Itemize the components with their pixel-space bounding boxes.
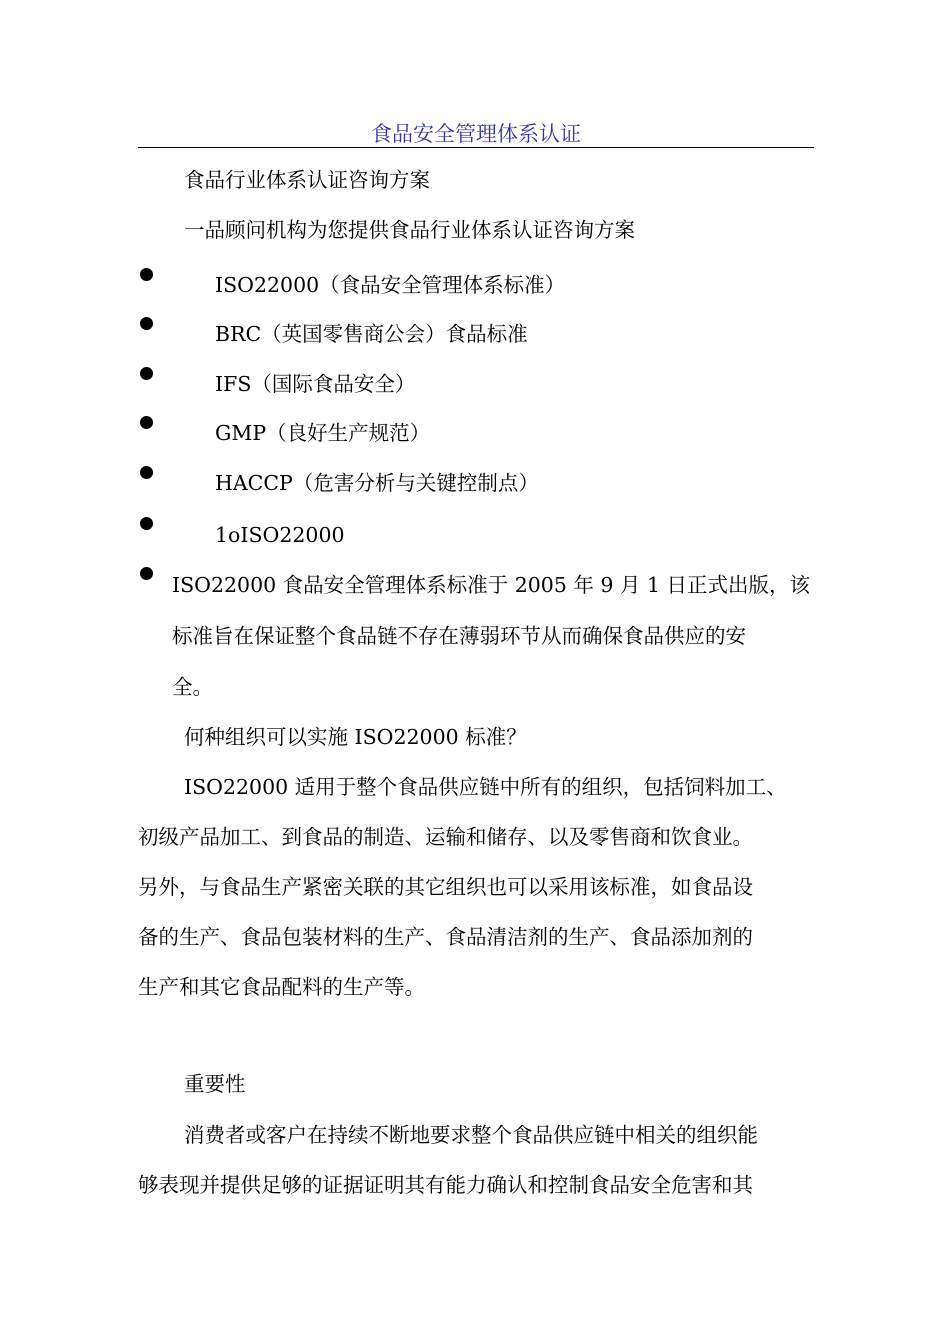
scope-line-2: 初级产品加工、到食品的制造、运输和储存、以及零售商和饮食业。 bbox=[138, 825, 753, 849]
iso-paragraph-line-2: 标准旨在保证整个食品链不存在薄弱环节从而确保食品供应的安 bbox=[172, 624, 746, 648]
bullet-item-gmp: GMP（良好生产规范） bbox=[215, 421, 431, 445]
page-header-title: 食品安全管理体系认证 bbox=[371, 122, 581, 146]
header-rule bbox=[138, 147, 814, 148]
iso-paragraph-line-3: 全。 bbox=[172, 675, 213, 699]
scope-line-5: 生产和其它食品配料的生产等。 bbox=[138, 975, 425, 999]
bullet-dot bbox=[140, 268, 153, 281]
bullet-item-1oiso22000: 1oISO22000 bbox=[215, 523, 345, 547]
importance-line-2: 够表现并提供足够的证据证明其有能力确认和控制食品安全危害和其 bbox=[138, 1173, 753, 1197]
bullet-item-iso22000: ISO22000（食品安全管理体系标准） bbox=[215, 273, 566, 297]
bullet-dot bbox=[140, 367, 153, 380]
scope-line-4: 备的生产、食品包装材料的生产、食品清洁剂的生产、食品添加剂的 bbox=[138, 925, 753, 949]
bullet-dot bbox=[140, 567, 153, 580]
importance-line-1: 消费者或客户在持续不断地要求整个食品供应链中相关的组织能 bbox=[184, 1123, 758, 1147]
bullet-item-haccp: HACCP（危害分析与关键控制点） bbox=[215, 471, 539, 495]
intro-subheading: 一品顾问机构为您提供食品行业体系认证咨询方案 bbox=[184, 218, 635, 242]
bullet-dot bbox=[140, 317, 153, 330]
bullet-dot bbox=[140, 517, 153, 530]
iso-paragraph-line-1: ISO22000 食品安全管理体系标准于 2005 年 9 月 1 日正式出版，该 bbox=[172, 573, 811, 597]
importance-heading: 重要性 bbox=[184, 1072, 246, 1096]
scope-question: 何种组织可以实施 ISO22000 标准？ bbox=[184, 725, 527, 749]
bullet-dot bbox=[140, 416, 153, 429]
bullet-item-brc: BRC（英国零售商公会）食品标准 bbox=[215, 322, 528, 346]
intro-heading: 食品行业体系认证咨询方案 bbox=[184, 168, 430, 192]
scope-line-3: 另外，与食品生产紧密关联的其它组织也可以采用该标准，如食品设 bbox=[138, 875, 753, 899]
bullet-dot bbox=[140, 466, 153, 479]
bullet-item-ifs: IFS（国际食品安全） bbox=[215, 372, 416, 396]
scope-line-1: ISO22000 适用于整个食品供应链中所有的组织，包括饲料加工、 bbox=[184, 775, 787, 799]
